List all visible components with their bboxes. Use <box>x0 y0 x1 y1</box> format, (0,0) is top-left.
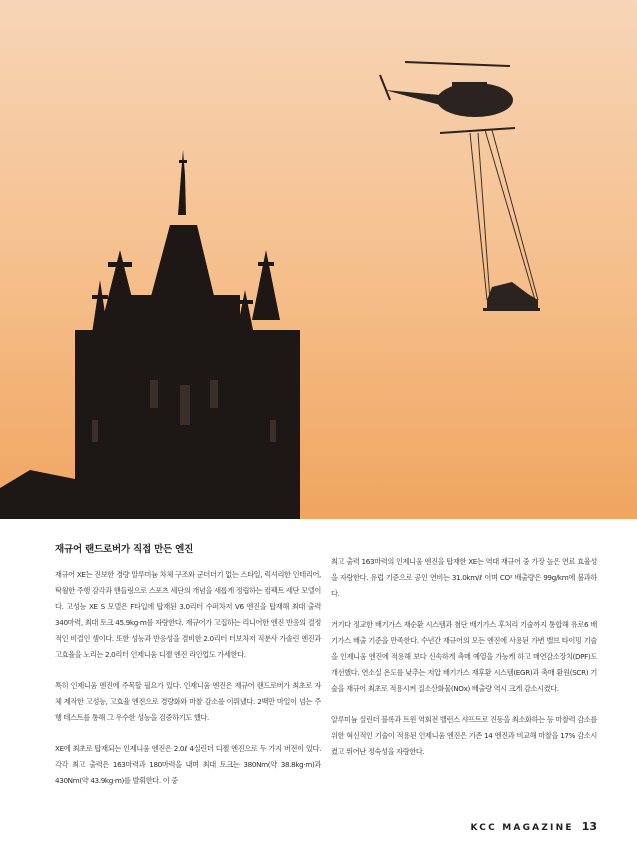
magazine-name: KCC MAGAZINE <box>470 823 574 833</box>
article-left-column <box>55 567 321 804</box>
page-footer <box>471 820 597 833</box>
paragraph: 최고 출력 163마력의 인제니움 엔진을 탑재한 XE는 역대 재규어 중 가장 높은 연료 효율성을 자랑한다. 유럽 기준으로 공인 연비는 31.0km/ℓ 이며 CO² 배출량은 99g/km에 불과하다. <box>331 557 597 598</box>
article-right-column <box>331 554 597 775</box>
paragraph: 거기다 정교한 배기가스 재순환 시스템과 첨단 배기가스 후처리 기술까지 통합해 유로6 배기가스 배출 기준을 만족한다. 수년간 재규어의 모든 엔진에 사용된 가변 밸브 타이밍 기술을 인제니움 엔진에 적용해 보다 신속하게 촉매 예열을 가능케 하고 매연감소장치(DPF)도 개선했다. 연소실 온도를 낮추는 저압 배기가스 재후환 시스템(EGR)과 촉매 환원(SCR) 기술을 재규어 최초로 적용시켜 질소산화물(NOx) 배출량 역시 크게 감소시켰다. <box>331 620 597 693</box>
paragraph: 특히 인제니움 엔진에 주목할 필요가 있다. 인제니움 엔진은 재규어 랜드로버가 최초로 자체 제작한 고성능, 고효율 엔진으로 경량화와 마찰 감소를 이뤄냈다. 2백만 마일이 넘는 주행 테스트를 통해 그 우수한 성능을 검증하기도 했다. <box>55 681 321 722</box>
paragraph: 재규어 XE는 진보한 경량 알루미늄 차체 구조와 군더더기 없는 스타일, 럭셔리한 인테리어, 탁월한 주행 감각과 핸들링으로 스포츠 세단의 개념을 새롭게 정립하는 컴팩트 세단 모델이다. 고성능 XE S 모델은 F타입에 탑재된 3.0리터 수퍼차저 V6 엔진을 탑재해 최대 출력 340마력, 최대 토크 45.9kg·m를 자랑한다. 재규어가 고집하는 리니어한 엔진 반응의 결정적인 비결인 셈이다. 또한 성능과 반응성을 겸비한 2.0리터 터보차저 직분사 가솔린 엔진과 고효율을 노리는 2.0리터 인제니움 디젤 엔진 라인업도 가세한다. <box>55 570 321 659</box>
paragraph: 알루미늄 실린더 블록과 트윈 역회전 밸런스 샤프트로 진동을 최소화하는 등 마찰력 감소를 위한 혁신적인 기술이 적용된 인제니움 엔진은 기존 14 엔진과 비교해 마찰을 17% 감소시켰고 뛰어난 정숙성을 자랑한다. <box>331 715 597 756</box>
paragraph: XE에 최초로 탑재되는 인제니움 엔진은 2.0ℓ 4실린더 디젤 엔진으로 두 가지 버전이 있다. 각각 최고 출력은 163마력과 180마력을 내며 최대 토크는 380Nm(약 38.8kg·m)과 430Nm(약 43.9kg·m)를 발휘한다. 이 중 <box>55 744 321 785</box>
article-heading: 재규어 랜드로버가 직접 만든 엔진 <box>55 544 194 555</box>
page-number: 13 <box>581 820 597 833</box>
